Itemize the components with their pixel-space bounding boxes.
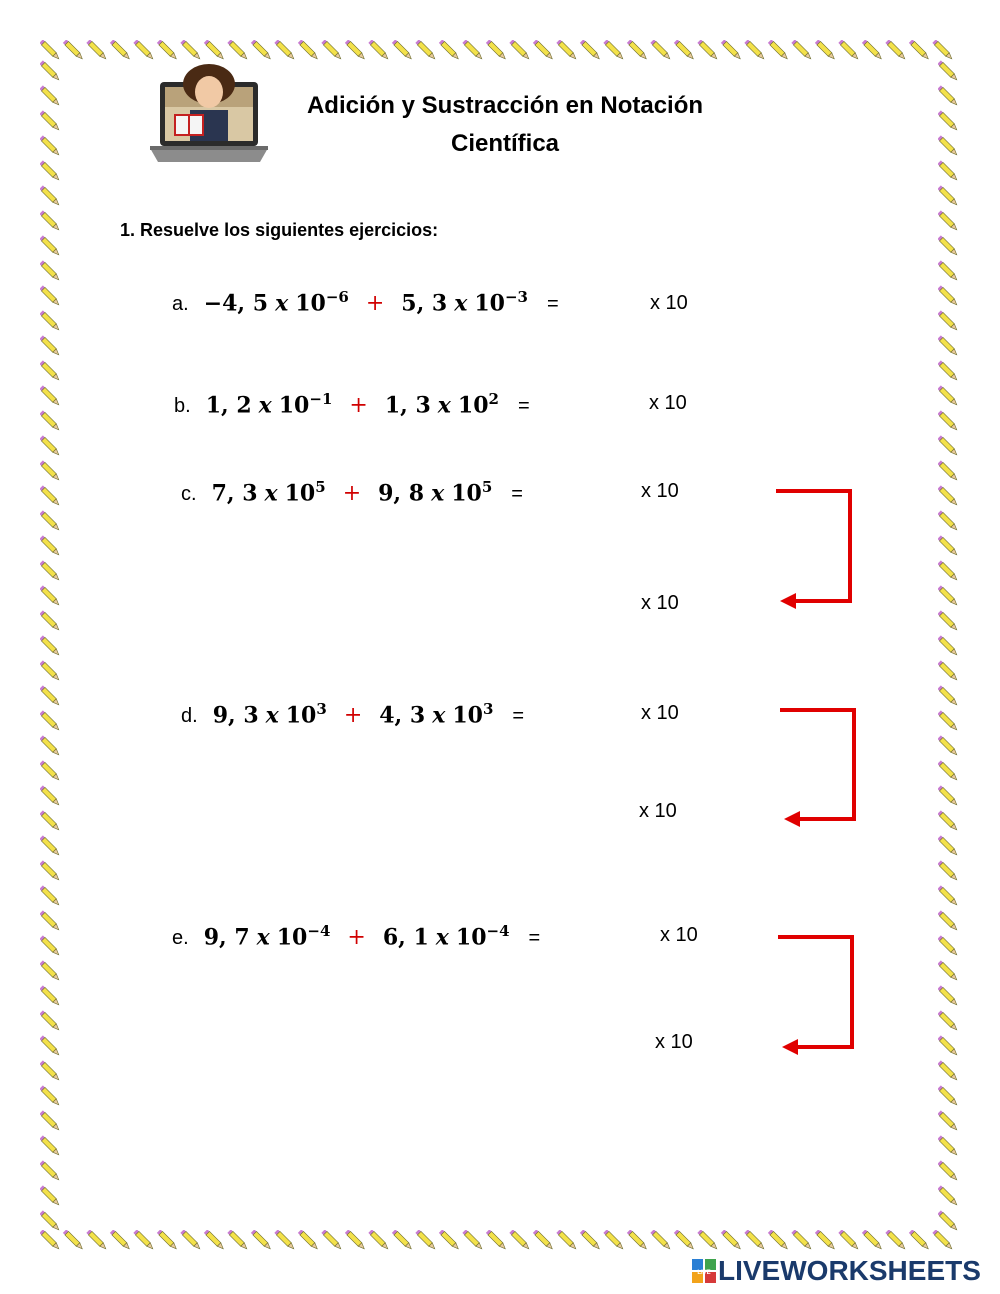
base-ten: 10 bbox=[284, 480, 316, 507]
pencil-icon bbox=[533, 1230, 554, 1251]
pencil-icon bbox=[486, 40, 507, 61]
pencil-icon bbox=[744, 40, 765, 61]
pencil-icon bbox=[815, 1230, 836, 1251]
pencil-icon bbox=[439, 40, 460, 61]
equals-sign: = bbox=[512, 705, 525, 728]
operand-mantissa: 9, 7 bbox=[203, 924, 250, 951]
pencil-icon bbox=[298, 40, 319, 61]
pencil-icon bbox=[938, 1110, 959, 1131]
pencil-icon bbox=[40, 335, 61, 356]
pencil-icon bbox=[938, 535, 959, 556]
pencil-icon bbox=[938, 260, 959, 281]
pencil-icon bbox=[40, 985, 61, 1006]
exercise-c bbox=[181, 478, 523, 506]
pencil-icon bbox=[938, 810, 959, 831]
pencil-icon bbox=[603, 1230, 624, 1251]
instruction-text: 1. Resuelve los siguientes ejercicios: bbox=[120, 220, 439, 240]
pencil-icon bbox=[63, 1230, 84, 1251]
pencil-icon bbox=[40, 160, 61, 181]
pencil-icon bbox=[110, 1230, 131, 1251]
exponent: 2 bbox=[488, 390, 499, 408]
pencil-icon bbox=[768, 40, 789, 61]
pencil-border-right bbox=[938, 60, 960, 1232]
pencil-icon bbox=[40, 835, 61, 856]
pencil-icon bbox=[938, 760, 959, 781]
pencil-icon bbox=[938, 1210, 959, 1231]
pencil-icon bbox=[298, 1230, 319, 1251]
pencil-icon bbox=[392, 40, 413, 61]
equals-sign: = bbox=[528, 927, 541, 950]
pencil-border-top bbox=[40, 40, 960, 62]
pencil-icon bbox=[938, 660, 959, 681]
pencil-icon bbox=[40, 610, 61, 631]
pencil-icon bbox=[938, 360, 959, 381]
pencil-icon bbox=[40, 40, 61, 61]
pencil-icon bbox=[368, 40, 389, 61]
pencil-icon bbox=[697, 40, 718, 61]
exercise-b bbox=[174, 390, 530, 418]
plus-sign: + bbox=[343, 703, 363, 729]
pencil-icon bbox=[274, 40, 295, 61]
answer-slot-c1[interactable]: x 10 bbox=[641, 480, 679, 502]
exercise-label: c. bbox=[181, 483, 197, 506]
operand-mantissa: 9, 3 bbox=[212, 702, 259, 729]
pencil-icon bbox=[40, 110, 61, 131]
pencil-icon bbox=[40, 185, 61, 206]
pencil-icon bbox=[791, 40, 812, 61]
plus-sign: + bbox=[349, 393, 368, 419]
pencil-icon bbox=[345, 1230, 366, 1251]
pencil-icon bbox=[838, 1230, 859, 1251]
exponent: −3 bbox=[504, 288, 528, 306]
base-ten: 10 bbox=[285, 702, 317, 729]
pencil-icon bbox=[938, 585, 959, 606]
times-symbol: x bbox=[275, 290, 289, 317]
pencil-icon bbox=[40, 1230, 61, 1251]
pencil-icon bbox=[556, 40, 577, 61]
pencil-icon bbox=[345, 40, 366, 61]
pencil-icon bbox=[40, 535, 61, 556]
exercise-e bbox=[172, 922, 540, 950]
pencil-icon bbox=[40, 285, 61, 306]
pencil-icon bbox=[40, 260, 61, 281]
pencil-icon bbox=[580, 1230, 601, 1251]
pencil-icon bbox=[697, 1230, 718, 1251]
pencil-icon bbox=[40, 435, 61, 456]
equals-sign: = bbox=[546, 293, 559, 316]
operand-mantissa: −4, 5 bbox=[203, 290, 269, 317]
exponent: −4 bbox=[486, 922, 510, 940]
pencil-icon bbox=[938, 160, 959, 181]
equals-sign: = bbox=[511, 483, 523, 506]
base-ten: 10 bbox=[474, 290, 505, 317]
pencil-icon bbox=[885, 40, 906, 61]
pencil-icon bbox=[40, 1110, 61, 1131]
pencil-icon bbox=[938, 735, 959, 756]
pencil-icon bbox=[40, 1185, 61, 1206]
pencil-icon bbox=[938, 785, 959, 806]
pencil-icon bbox=[938, 385, 959, 406]
pencil-icon bbox=[938, 635, 959, 656]
pencil-icon bbox=[204, 1230, 225, 1251]
answer-slot-e1[interactable]: x 10 bbox=[660, 924, 698, 946]
pencil-icon bbox=[509, 1230, 530, 1251]
base-ten: 10 bbox=[451, 480, 482, 507]
exercise-label: d. bbox=[181, 705, 198, 728]
base-ten: 10 bbox=[452, 702, 483, 729]
teacher-laptop-illustration bbox=[146, 62, 272, 174]
pencil-icon bbox=[40, 585, 61, 606]
pencil-icon bbox=[938, 60, 959, 81]
pencil-icon bbox=[674, 40, 695, 61]
pencil-icon bbox=[938, 910, 959, 931]
exponent: −6 bbox=[325, 288, 349, 306]
answer-slot-a[interactable]: x 10 bbox=[650, 292, 688, 314]
pencil-icon bbox=[938, 510, 959, 531]
pencil-icon bbox=[938, 1085, 959, 1106]
pencil-icon bbox=[110, 40, 131, 61]
pencil-icon bbox=[744, 1230, 765, 1251]
plus-sign: + bbox=[365, 291, 385, 317]
pencil-icon bbox=[40, 910, 61, 931]
pencil-icon bbox=[938, 960, 959, 981]
exercise-label: b. bbox=[174, 395, 191, 418]
pencil-icon bbox=[40, 135, 61, 156]
pencil-icon bbox=[133, 40, 154, 61]
pencil-icon bbox=[40, 885, 61, 906]
base-ten: 10 bbox=[295, 290, 326, 317]
pencil-icon bbox=[938, 135, 959, 156]
pencil-icon bbox=[938, 485, 959, 506]
exercise-label: e. bbox=[172, 927, 189, 950]
pencil-icon bbox=[40, 210, 61, 231]
pencil-icon bbox=[938, 885, 959, 906]
pencil-icon bbox=[157, 40, 178, 61]
red-arrow-icon bbox=[770, 484, 860, 612]
pencil-icon bbox=[40, 410, 61, 431]
plus-sign: + bbox=[347, 925, 366, 951]
pencil-icon bbox=[938, 985, 959, 1006]
pencil-icon bbox=[603, 40, 624, 61]
pencil-icon bbox=[251, 40, 272, 61]
pencil-icon bbox=[768, 1230, 789, 1251]
times-symbol: x bbox=[258, 392, 272, 419]
pencil-icon bbox=[932, 40, 953, 61]
pencil-icon bbox=[40, 635, 61, 656]
pencil-icon bbox=[40, 485, 61, 506]
base-ten: 10 bbox=[276, 924, 308, 951]
operand-mantissa: 4, 3 bbox=[379, 702, 426, 729]
answer-slot-c2[interactable]: x 10 bbox=[641, 592, 679, 614]
pencil-icon bbox=[938, 410, 959, 431]
pencil-icon bbox=[40, 785, 61, 806]
times-symbol: x bbox=[265, 702, 279, 729]
pencil-icon bbox=[86, 1230, 107, 1251]
pencil-icon bbox=[509, 40, 530, 61]
pencil-icon bbox=[321, 40, 342, 61]
pencil-icon bbox=[938, 210, 959, 231]
pencil-icon bbox=[938, 610, 959, 631]
red-arrow-icon bbox=[774, 702, 864, 830]
pencil-icon bbox=[862, 1230, 883, 1251]
pencil-icon bbox=[721, 40, 742, 61]
operand-mantissa: 1, 3 bbox=[384, 392, 431, 419]
pencil-icon bbox=[40, 735, 61, 756]
pencil-icon bbox=[938, 1060, 959, 1081]
pencil-icon bbox=[227, 40, 248, 61]
pencil-icon bbox=[838, 40, 859, 61]
pencil-icon bbox=[721, 1230, 742, 1251]
pencil-icon bbox=[938, 1010, 959, 1031]
pencil-icon bbox=[627, 40, 648, 61]
pencil-icon bbox=[40, 760, 61, 781]
pencil-icon bbox=[462, 1230, 483, 1251]
answer-slot-b[interactable]: x 10 bbox=[649, 392, 687, 414]
times-symbol: x bbox=[437, 392, 451, 419]
pencil-icon bbox=[40, 810, 61, 831]
logo-badge-text: LIVE bbox=[697, 1270, 711, 1276]
pencil-icon bbox=[462, 40, 483, 61]
pencil-icon bbox=[40, 1010, 61, 1031]
exponent: 3 bbox=[482, 700, 494, 718]
operand-mantissa: 5, 3 bbox=[401, 290, 448, 317]
pencil-icon bbox=[938, 435, 959, 456]
liveworksheets-logo-text: LIVEWORKSHEETS bbox=[718, 1255, 981, 1286]
pencil-icon bbox=[938, 310, 959, 331]
equals-sign: = bbox=[517, 395, 530, 418]
pencil-icon bbox=[938, 1185, 959, 1206]
pencil-icon bbox=[40, 510, 61, 531]
pencil-icon bbox=[862, 40, 883, 61]
pencil-border-bottom bbox=[40, 1230, 960, 1252]
pencil-icon bbox=[938, 110, 959, 131]
pencil-icon bbox=[40, 1135, 61, 1156]
pencil-icon bbox=[40, 60, 61, 81]
red-arrow-icon bbox=[772, 930, 862, 1058]
times-symbol: x bbox=[256, 924, 270, 951]
operand-mantissa: 9, 8 bbox=[378, 480, 425, 507]
pencil-icon bbox=[40, 1210, 61, 1231]
pencil-icon bbox=[40, 560, 61, 581]
pencil-icon bbox=[938, 935, 959, 956]
pencil-icon bbox=[40, 85, 61, 106]
operand-mantissa: 7, 3 bbox=[211, 480, 258, 507]
times-symbol: x bbox=[432, 702, 446, 729]
pencil-icon bbox=[938, 1035, 959, 1056]
pencil-icon bbox=[415, 40, 436, 61]
pencil-icon bbox=[40, 385, 61, 406]
pencil-icon bbox=[650, 1230, 671, 1251]
pencil-icon bbox=[938, 710, 959, 731]
times-symbol: x bbox=[435, 924, 449, 951]
pencil-icon bbox=[415, 1230, 436, 1251]
times-symbol: x bbox=[431, 480, 445, 507]
exponent: 3 bbox=[316, 700, 327, 718]
pencil-icon bbox=[938, 460, 959, 481]
pencil-icon bbox=[40, 960, 61, 981]
exponent: 5 bbox=[481, 478, 493, 496]
pencil-icon bbox=[580, 40, 601, 61]
pencil-icon bbox=[938, 235, 959, 256]
pencil-icon bbox=[938, 860, 959, 881]
pencil-icon bbox=[321, 1230, 342, 1251]
pencil-icon bbox=[40, 360, 61, 381]
pencil-icon bbox=[368, 1230, 389, 1251]
pencil-icon bbox=[938, 1160, 959, 1181]
pencil-icon bbox=[909, 1230, 930, 1251]
operand-mantissa: 6, 1 bbox=[382, 924, 429, 951]
pencil-icon bbox=[40, 685, 61, 706]
exponent: −1 bbox=[309, 390, 333, 408]
exponent: −4 bbox=[307, 922, 331, 940]
pencil-icon bbox=[938, 560, 959, 581]
plus-sign: + bbox=[342, 481, 362, 507]
pencil-icon bbox=[938, 335, 959, 356]
pencil-icon bbox=[40, 310, 61, 331]
pencil-icon bbox=[815, 40, 836, 61]
times-symbol: x bbox=[264, 480, 278, 507]
pencil-icon bbox=[627, 1230, 648, 1251]
pencil-icon bbox=[40, 235, 61, 256]
liveworksheets-logo-icon bbox=[692, 1259, 716, 1283]
pencil-icon bbox=[86, 40, 107, 61]
worksheet-title-line2: Científica bbox=[450, 130, 560, 157]
answer-slot-e2[interactable]: x 10 bbox=[655, 1031, 693, 1053]
pencil-icon bbox=[439, 1230, 460, 1251]
pencil-icon bbox=[157, 1230, 178, 1251]
exercise-label: a. bbox=[172, 293, 189, 316]
pencil-icon bbox=[392, 1230, 413, 1251]
pencil-icon bbox=[40, 1160, 61, 1181]
pencil-icon bbox=[40, 460, 61, 481]
base-ten: 10 bbox=[278, 392, 310, 419]
pencil-icon bbox=[274, 1230, 295, 1251]
pencil-icon bbox=[63, 40, 84, 61]
base-ten: 10 bbox=[457, 392, 489, 419]
exercise-d bbox=[181, 700, 524, 728]
pencil-icon bbox=[533, 40, 554, 61]
pencil-icon bbox=[938, 285, 959, 306]
pencil-icon bbox=[40, 860, 61, 881]
answer-slot-d1[interactable]: x 10 bbox=[641, 702, 679, 724]
pencil-icon bbox=[938, 185, 959, 206]
pencil-icon bbox=[650, 40, 671, 61]
pencil-icon bbox=[791, 1230, 812, 1251]
base-ten: 10 bbox=[455, 924, 487, 951]
pencil-border-left bbox=[40, 60, 62, 1232]
pencil-icon bbox=[938, 835, 959, 856]
pencil-icon bbox=[40, 1060, 61, 1081]
pencil-icon bbox=[133, 1230, 154, 1251]
pencil-icon bbox=[909, 40, 930, 61]
pencil-icon bbox=[885, 1230, 906, 1251]
operand-mantissa: 1, 2 bbox=[205, 392, 252, 419]
pencil-icon bbox=[932, 1230, 953, 1251]
pencil-icon bbox=[227, 1230, 248, 1251]
pencil-icon bbox=[40, 1085, 61, 1106]
pencil-icon bbox=[556, 1230, 577, 1251]
exercise-a bbox=[172, 288, 559, 316]
worksheet-title-line1: Adición y Sustracción en Notación bbox=[306, 92, 704, 119]
pencil-icon bbox=[180, 1230, 201, 1251]
pencil-icon bbox=[938, 685, 959, 706]
pencil-icon bbox=[40, 935, 61, 956]
pencil-icon bbox=[40, 660, 61, 681]
exponent: 5 bbox=[315, 478, 326, 496]
pencil-icon bbox=[251, 1230, 272, 1251]
pencil-icon bbox=[40, 710, 61, 731]
answer-slot-d2[interactable]: x 10 bbox=[639, 800, 677, 822]
pencil-icon bbox=[938, 85, 959, 106]
pencil-icon bbox=[674, 1230, 695, 1251]
pencil-icon bbox=[204, 40, 225, 61]
pencil-icon bbox=[486, 1230, 507, 1251]
pencil-icon bbox=[938, 1135, 959, 1156]
pencil-icon bbox=[180, 40, 201, 61]
times-symbol: x bbox=[454, 290, 468, 317]
pencil-icon bbox=[40, 1035, 61, 1056]
